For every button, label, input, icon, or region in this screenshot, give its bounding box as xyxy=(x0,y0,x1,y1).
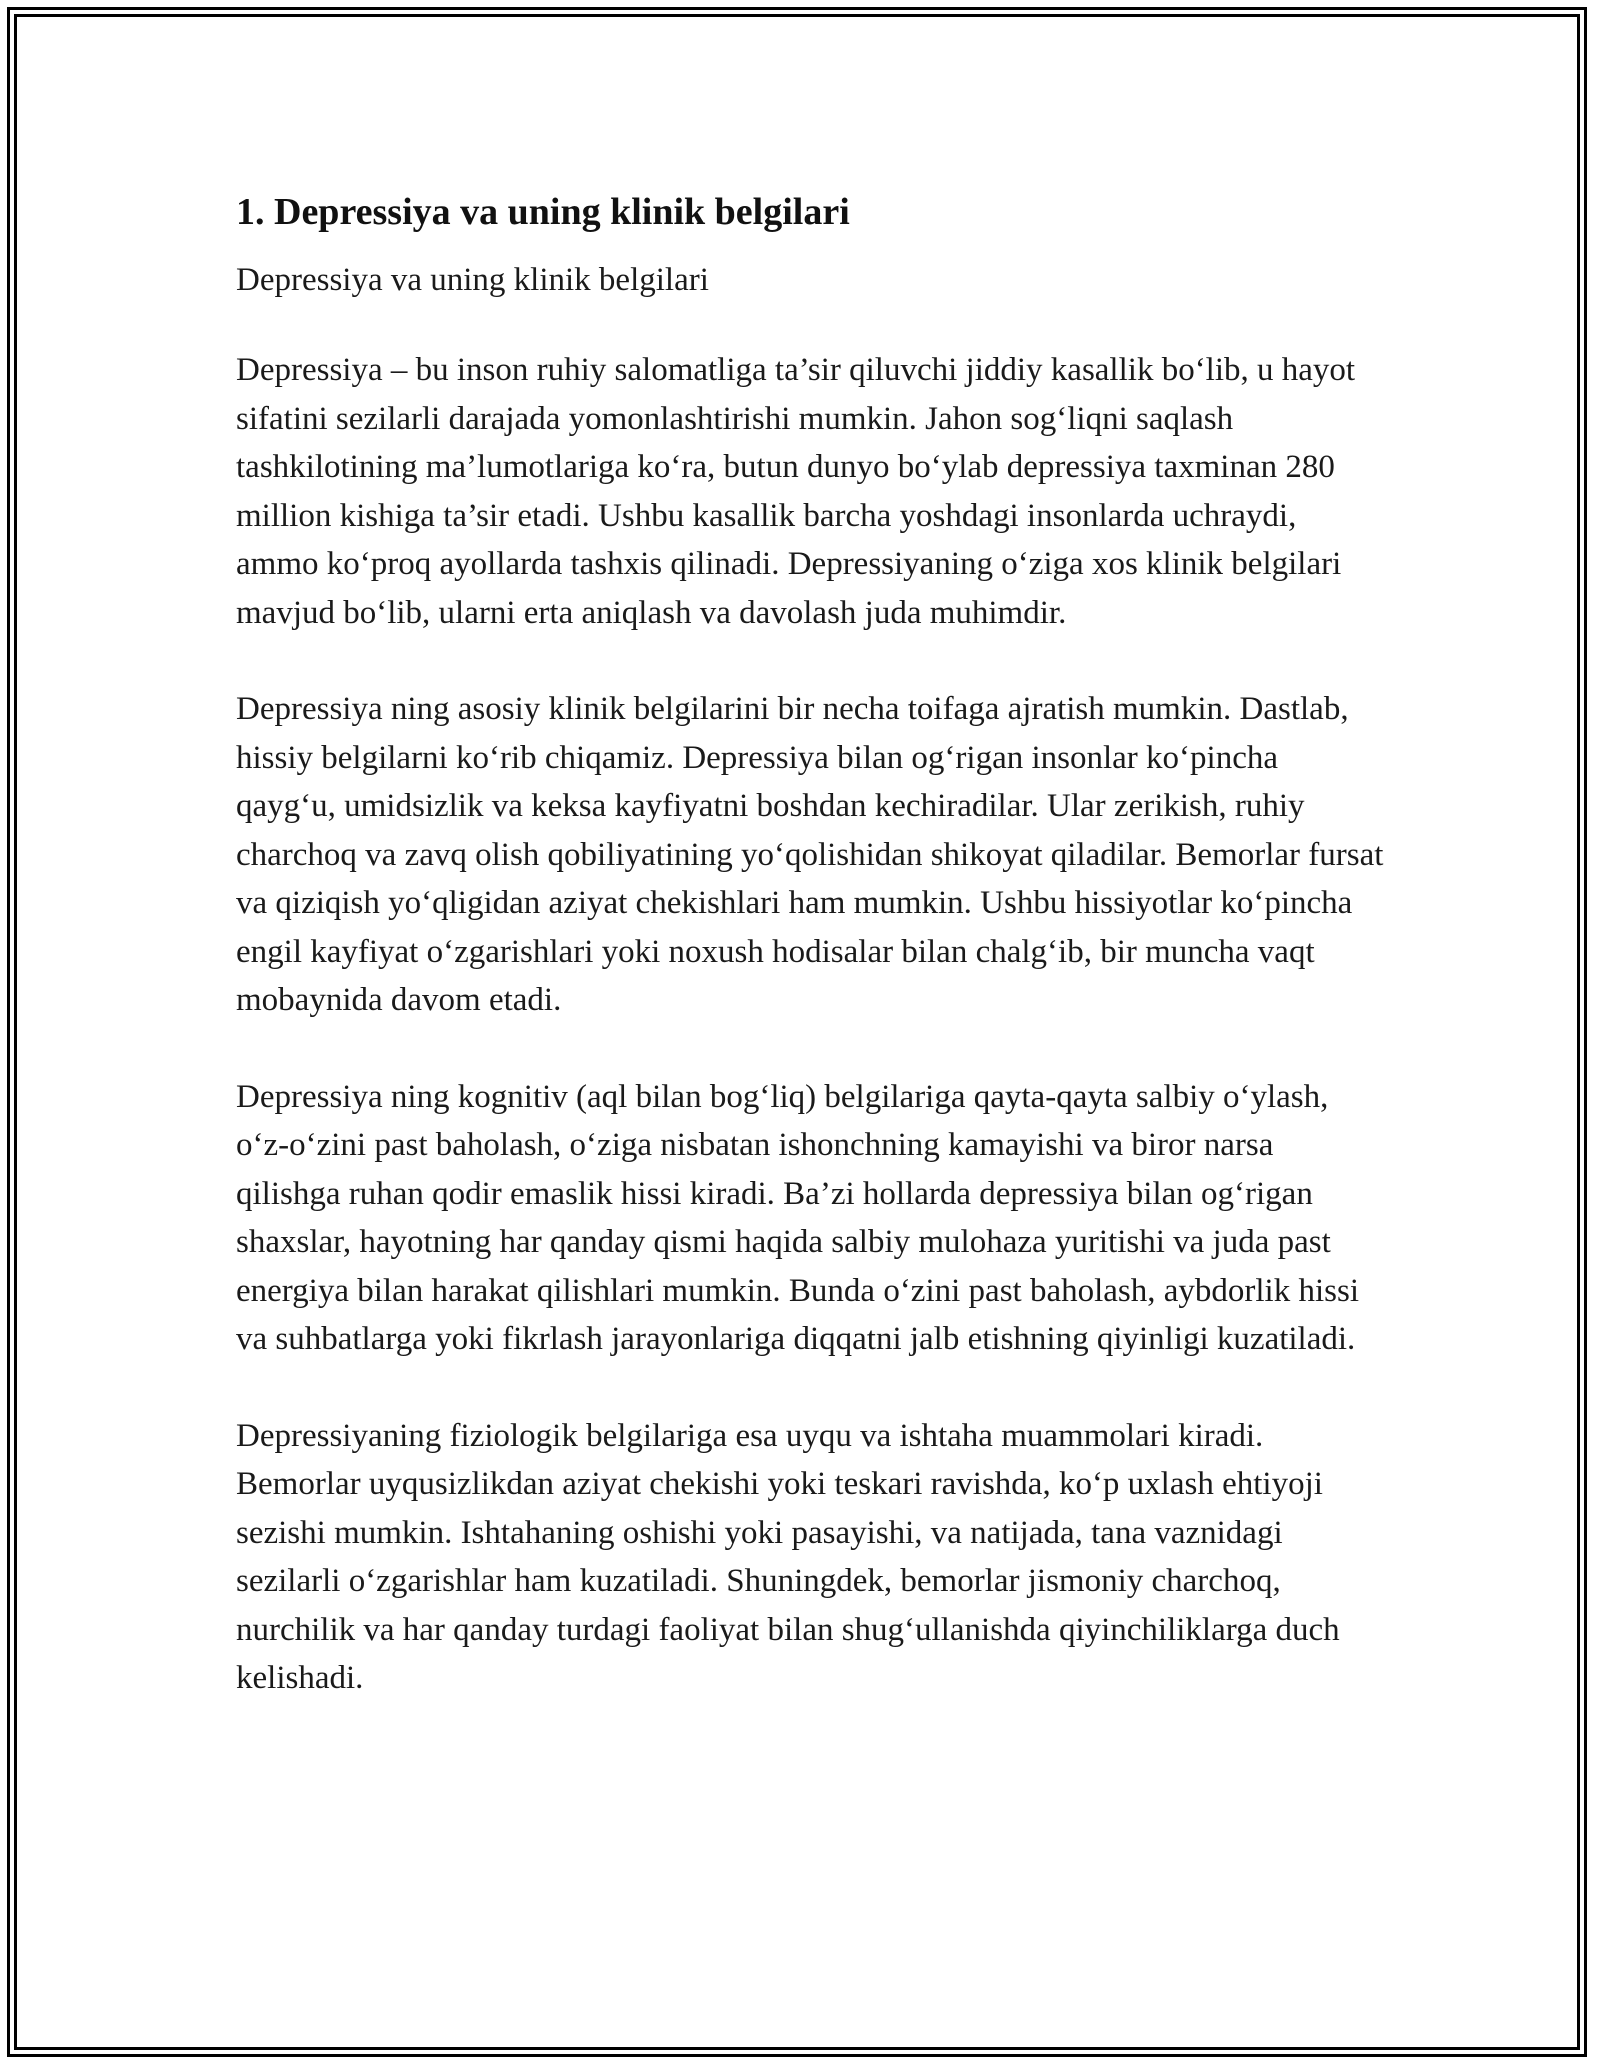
paragraph-emotional-signs: Depressiya ning asosiy klinik belgilarini bir necha toifaga ajratish mumkin. Dastlab, hissiy belgilarni ko‘rib chiqamiz. Depressiya bilan og‘rigan insonlar ko‘pincha qayg‘u, umidsizlik va keksa kayfiyatni boshdan kechiradilar. Ular zerikish, ruhiy charchoq va zavq olish qobiliyatining yo‘qolishidan shikoyat qiladilar. Bemorlar fursat va qiziqish yo‘qligidan aziyat chekishlari ham mumkin. Ushbu hissiyotlar ko‘pincha engil kayfiyat o‘zgarishlari yoki noxush hodisalar bilan chalg‘ib, bir muncha vaqt mobaynida davom etadi. xyxy=(236,691,1384,1018)
document-body xyxy=(236,186,1386,1751)
paragraph-intro: Depressiya – bu inson ruhiy salomatliga ta’sir qiluvchi jiddiy kasallik bo‘lib, u hayot sifatini sezilarli darajada yomonlashtirishi mumkin. Jahon sog‘liqni saqlash tashkilotining ma’lumotlariga ko‘ra, butun dunyo bo‘ylab depressiya taxminan 280 million kishiga ta’sir etadi. Ushbu kasallik barcha yoshdagi insonlarda uchraydi, ammo ko‘proq ayollarda tashxis qilinadi. Depressiyaning o‘ziga xos klinik belgilari mavjud bo‘lib, ularni erta aniqlash va davolash juda muhimdir. xyxy=(236,352,1356,631)
section-heading: 1. Depressiya va uning klinik belgilari xyxy=(236,191,850,233)
section-subtitle: Depressiya va uning klinik belgilari xyxy=(236,262,709,298)
paragraph-physiological-signs: Depressiyaning fiziologik belgilariga esa uyqu va ishtaha muammolari kiradi. Bemorlar uyqusizlikdan aziyat chekishi yoki teskari ravishda, ko‘p uxlash ehtiyoji sezishi mumkin. Ishtahaning oshishi yoki pasayishi, va natijada, tana vaznidagi sezilarli o‘zgarishlar ham kuzatiladi. Shuningdek, bemorlar jismoniy charchoq, nurchilik va har qanday turdagi faoliyat bilan shug‘ullanishda qiyinchiliklarga duch kelishadi. xyxy=(236,1417,1340,1696)
paragraph-cognitive-signs: Depressiya ning kognitiv (aql bilan bog‘liq) belgilariga qayta-qayta salbiy o‘ylash, o‘z-o‘zini past baholash, o‘ziga nisbatan ishonchning kamayishi va biror narsa qilishga ruhan qodir emaslik hissi kiradi. Ba’zi hollarda depressiya bilan og‘rigan shaxslar, hayotning har qanday qismi haqida salbiy mulohaza yuritishi va juda past energiya bilan harakat qilishlari mumkin. Bunda o‘zini past baholash, aybdorlik hissi va suhbatlarga yoki fikrlash jarayonlariga diqqatni jalb etishning qiyinligi kuzatiladi. xyxy=(236,1078,1359,1357)
